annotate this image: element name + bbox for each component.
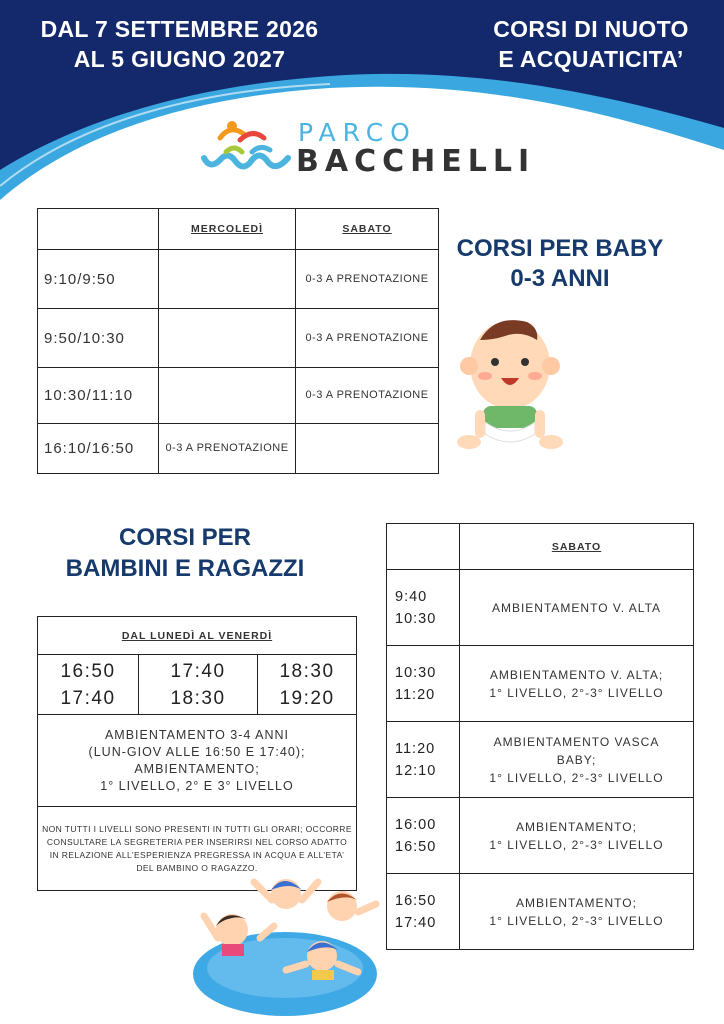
time-cell (387, 570, 460, 646)
desc-line: 1° LIVELLO, 2° E 3° LIVELLO (100, 778, 294, 793)
slot-start: 11:20 (395, 740, 436, 757)
course-line: AMBIENTAMENTO; (516, 895, 637, 910)
baby-title-line2: 0-3 ANNI (510, 265, 610, 292)
baby-title-line1: CORSI PER BABY (456, 235, 664, 262)
table-row (387, 722, 694, 798)
header-cell-empty (387, 524, 460, 570)
course-line: 1° LIVELLO, 2°-3° LIVELLO (489, 685, 664, 700)
course-description-cell (38, 715, 357, 807)
saturday-schedule-table (386, 523, 694, 950)
slot-end: 12:10 (395, 762, 437, 779)
header-cell-wednesday: MERCOLEDÌ (159, 209, 296, 250)
wednesday-cell (159, 309, 296, 368)
slot-start: 9:40 (395, 588, 428, 605)
time-slot-cell (38, 655, 139, 715)
table-row (387, 570, 694, 646)
logo-text-bacchelli: BACCHELLI (296, 144, 536, 179)
course-line: 1° LIVELLO, 2°-3° LIVELLO (489, 837, 664, 852)
slot-end: 19:20 (279, 687, 335, 709)
table-row (387, 798, 694, 874)
kids-title-line2: BAMBINI E RAGAZZI (65, 555, 305, 582)
slot-start: 16:00 (395, 816, 437, 833)
wednesday-cell: 0-3 A PRENOTAZIONE (159, 424, 296, 474)
course-line: AMBIENTAMENTO; (516, 819, 637, 834)
table-row (387, 646, 694, 722)
header-cell-empty (38, 209, 159, 250)
date-range-line2: AL 5 GIUGNO 2027 (73, 46, 286, 72)
desc-line: AMBIENTAMENTO 3-4 ANNI (104, 727, 290, 742)
slot-end: 16:50 (395, 838, 437, 855)
slot-start: 17:40 (170, 660, 226, 682)
table-row (38, 309, 439, 368)
header-cell-weekdays: DAL LUNEDÌ AL VENERDÌ (38, 617, 357, 655)
time-cell: 9:10/9:50 (38, 250, 159, 309)
course-cell (460, 570, 694, 646)
baby-illustration (455, 310, 565, 460)
kids-schedule-table (37, 616, 357, 891)
kids-title-line1: CORSI PER (118, 524, 252, 551)
course-line: AMBIENTAMENTO VASCA (493, 734, 660, 749)
slot-start: 10:30 (395, 664, 437, 681)
wednesday-cell (159, 368, 296, 424)
course-line: AMBIENTAMENTO V. ALTA; (489, 667, 664, 682)
description-row (38, 715, 357, 807)
table-header-row (38, 617, 357, 655)
parco-bacchelli-logo (200, 118, 536, 179)
table-row (38, 368, 439, 424)
course-line: BABY; (556, 752, 597, 767)
course-type (476, 14, 706, 74)
time-cell: 10:30/11:10 (38, 368, 159, 424)
header-cell-saturday: SABATO (296, 209, 439, 250)
baby-schedule-table (37, 208, 439, 474)
course-cell (460, 798, 694, 874)
baby-courses-title (440, 234, 680, 294)
logo-text-parco: PARCO (298, 118, 417, 147)
slot-end: 17:40 (60, 687, 116, 709)
course-line: 1° LIVELLO, 2°-3° LIVELLO (489, 770, 664, 785)
course-type-line2: E ACQUATICITA’ (498, 46, 684, 72)
kids-courses-title (30, 522, 340, 584)
saturday-cell: 0-3 A PRENOTAZIONE (296, 309, 439, 368)
course-line: AMBIENTAMENTO V. ALTA (491, 600, 662, 615)
slot-start: 16:50 (395, 892, 437, 909)
slot-end: 17:40 (395, 914, 437, 931)
saturday-cell (296, 424, 439, 474)
time-cell: 16:10/16:50 (38, 424, 159, 474)
desc-line: AMBIENTAMENTO; (134, 761, 260, 776)
swimmers-logo-icon (200, 118, 292, 176)
saturday-cell: 0-3 A PRENOTAZIONE (296, 250, 439, 309)
course-cell (460, 874, 694, 950)
time-slot-cell (258, 655, 357, 715)
date-range-line1: DAL 7 SETTEMBRE 2026 (40, 16, 319, 42)
time-slot-cell (139, 655, 258, 715)
header-banner (0, 0, 724, 230)
kids-swimming-illustration (190, 872, 380, 1018)
table-row (38, 424, 439, 474)
header-cell-saturday: SABATO (460, 524, 694, 570)
course-type-line1: CORSI DI NUOTO (493, 16, 689, 42)
time-cell (387, 722, 460, 798)
table-row (387, 874, 694, 950)
course-cell (460, 722, 694, 798)
slot-start: 18:30 (279, 660, 335, 682)
saturday-cell: 0-3 A PRENOTAZIONE (296, 368, 439, 424)
table-row (38, 250, 439, 309)
desc-line: (LUN-GIOV ALLE 16:50 E 17:40); (88, 744, 306, 759)
table-header-row (38, 209, 439, 250)
time-cell (387, 646, 460, 722)
levels-note-cell: NON TUTTI I LIVELLI SONO PRESENTI IN TUTTI GLI ORARI; OCCORRE CONSULTARE LA SEGRETERIA PER INSERIRSI NEL CORSO ADATTO IN RELAZIONE ALL’ESPERIENZA PREGRESSA IN ACQUA E ALL’ETA’ DEL BAMBINO O RAGAZZO. (38, 807, 357, 891)
time-cell (387, 874, 460, 950)
time-slots-row (38, 655, 357, 715)
table-header-row (387, 524, 694, 570)
course-line: 1° LIVELLO, 2°-3° LIVELLO (489, 913, 664, 928)
slot-end: 18:30 (170, 687, 226, 709)
course-cell (460, 646, 694, 722)
date-range (22, 14, 337, 74)
slot-end: 11:20 (395, 686, 436, 703)
time-cell: 9:50/10:30 (38, 309, 159, 368)
wednesday-cell (159, 250, 296, 309)
slot-end: 10:30 (395, 610, 437, 627)
time-cell (387, 798, 460, 874)
slot-start: 16:50 (60, 660, 116, 682)
